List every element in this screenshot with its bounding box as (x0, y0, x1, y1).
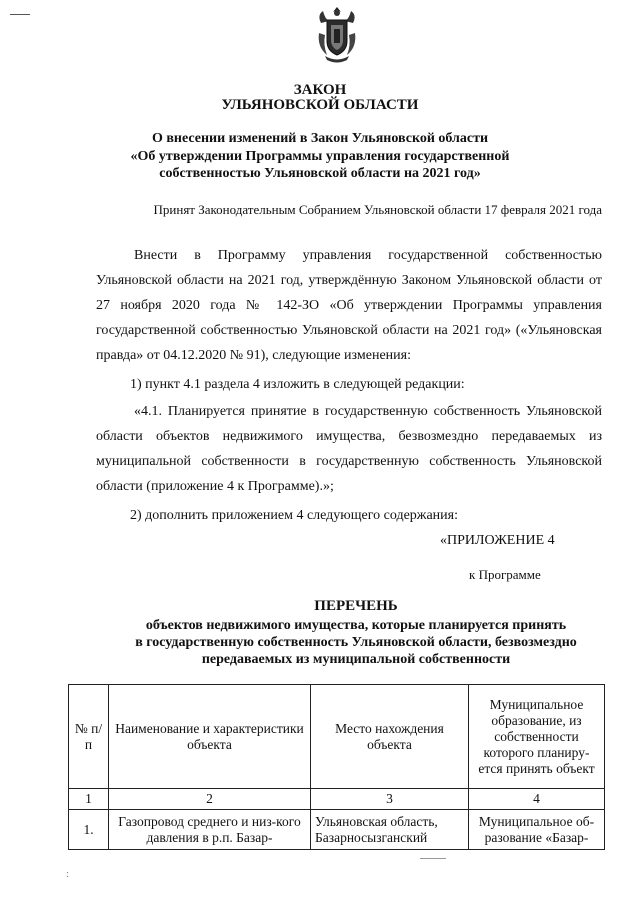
col-number: 1 (69, 789, 109, 810)
header-municipality: Муниципальное образование, из собственности которого планиру-ется принять объект (469, 685, 605, 789)
list-title-line-4: передаваемых из муниципальной собственности (201, 652, 511, 667)
subject-line-1: О внесении изменений в Закон Ульяновской области (151, 131, 489, 146)
list-title: ПЕРЕЧЕНЬ (314, 598, 398, 614)
header-number: № п/п (69, 685, 109, 789)
item-2-paragraph (96, 503, 602, 528)
coat-of-arms-icon (313, 3, 361, 65)
table-row (69, 810, 605, 850)
adoption-note: Принят Законодательным Собранием Ульяновской области 17 февраля 2021 года (153, 202, 602, 217)
law-title: ЗАКОН (293, 82, 347, 98)
col-number: 4 (469, 789, 605, 810)
scan-edge-mark (10, 14, 30, 15)
objects-table (68, 684, 605, 850)
quote-paragraph (96, 399, 602, 499)
list-title-line-2: объектов недвижимого имущества, которые планируется принять (145, 618, 567, 633)
intro-text: Внести в Программу управления государственной собственностью Ульяновской области на 2021 год, утверждённую Законом Ульяновской области от 27 ноября 2020 года № 142-ЗО «Об утверждении Программы управления государственной собственностью Ульяновской области на 2021 год» («Ульяновская правда» от 04.12.2020 № 91), следующие изменения: (96, 248, 602, 363)
law-region: УЛЬЯНОВСКОЙ ОБЛАСТИ (221, 97, 419, 113)
table-header-row (69, 685, 605, 789)
col-number: 2 (109, 789, 311, 810)
quote-text: «4.1. Планируется принятие в государственную собственность Ульяновской области объектов недвижимого имущества, безвозмездно передаваемых из муниципальной собственности в государственную собственность Ульяновской области (приложение 4 к Программе).»; (96, 404, 602, 494)
list-title-line-3: в государственную собственность Ульяновской области, безвозмездно (135, 635, 577, 650)
appendix-label: «ПРИЛОЖЕНИЕ 4 (440, 533, 555, 548)
header-name: Наименование и характеристики объекта (109, 685, 311, 789)
scan-artifact-line (420, 858, 446, 859)
subject-line-2: «Об утверждении Программы управления государственной (130, 149, 510, 164)
item-1-text: 1) пункт 4.1 раздела 4 изложить в следующей редакции: (130, 377, 465, 392)
intro-paragraph (96, 243, 602, 368)
item-1-paragraph (96, 372, 602, 397)
item-2-text: 2) дополнить приложением 4 следующего содержания: (130, 508, 458, 523)
col-number: 3 (311, 789, 469, 810)
cell-number: 1. (69, 810, 109, 850)
table-column-numbers-row (69, 789, 605, 810)
appendix-to: к Программе (469, 567, 541, 582)
cell-location: Ульяновская область, Базарносызганский (311, 810, 469, 850)
scan-artifact-mark: : (66, 868, 70, 880)
cell-municipality: Муниципальное об-разование «Базар- (469, 810, 605, 850)
subject-line-3: собственностью Ульяновской области на 2021 год» (159, 166, 481, 181)
header-location: Место нахождения объекта (311, 685, 469, 789)
cell-name: Газопровод среднего и низ-кого давления в р.п. Базар- (109, 810, 311, 850)
